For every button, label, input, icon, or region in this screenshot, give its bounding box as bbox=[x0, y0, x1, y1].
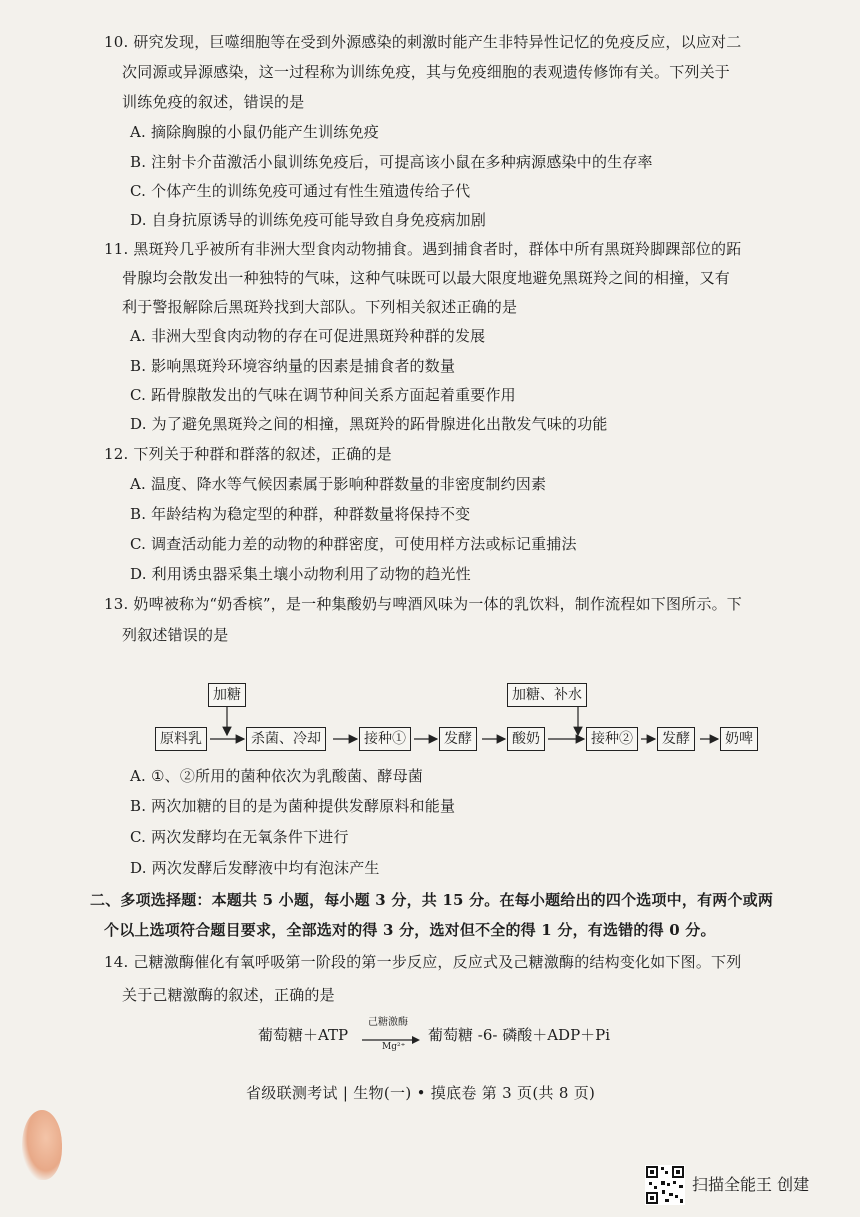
flow-step-inoculate-1: 接种① bbox=[359, 727, 411, 751]
scanner-watermark: 扫描全能王 创建 bbox=[692, 1175, 810, 1194]
formula-products: 葡萄糖 -6- 磷酸＋ADP＋Pi bbox=[428, 1026, 611, 1044]
q13-stem-line-2: 列叙述错误的是 bbox=[122, 626, 229, 644]
q10-stem-line-2: 次同源或异源感染，这一过程称为训练免疫，其与免疫细胞的表观遗传修饰有关。下列关于 bbox=[122, 63, 731, 81]
flow-add-sugar-1: 加糖 bbox=[208, 683, 246, 707]
q12-option-c: C. 调查活动能力差的动物的种群密度，可使用样方法或标记重捕法 bbox=[130, 535, 577, 553]
q13-option-d: D. 两次发酵后发酵液中均有泡沫产生 bbox=[130, 859, 380, 877]
page-footer: 省级联测考试 | 生物(一) • 摸底卷 第 3 页(共 8 页) bbox=[246, 1084, 596, 1102]
q12-stem: 12. 下列关于种群和群落的叙述，正确的是 bbox=[104, 445, 392, 463]
flow-add-sugar-water: 加糖、补水 bbox=[507, 683, 587, 707]
q11-option-b: B. 影响黑斑羚环境容纳量的因素是捕食者的数量 bbox=[130, 357, 456, 375]
flow-step-milk-beer: 奶啤 bbox=[720, 727, 758, 751]
q10-option-b: B. 注射卡介苗激活小鼠训练免疫后，可提高该小鼠在多种病源感染中的生存率 bbox=[130, 153, 653, 171]
q11-option-a: A. 非洲大型食肉动物的存在可促进黑斑羚种群的发展 bbox=[130, 327, 486, 345]
q13-stem-line-1: 13. 奶啤被称为“奶香槟”，是一种集酸奶与啤酒风味为一体的乳饮料，制作流程如下图所示。下 bbox=[104, 595, 742, 613]
q11-stem-line-1: 11. 黑斑羚几乎被所有非洲大型食肉动物捕食。遇到捕食者时，群体中所有黑斑羚脚踝部位的跖 bbox=[104, 240, 742, 258]
q10-option-c: C. 个体产生的训练免疫可通过有性生殖遗传给子代 bbox=[130, 182, 471, 200]
q14-stem-line-2: 关于己糖激酶的叙述，正确的是 bbox=[122, 986, 335, 1004]
qr-code-icon bbox=[645, 1165, 685, 1205]
q10-stem-line-1: 10. 研究发现，巨噬细胞等在受到外源感染的刺激时能产生非特异性记忆的免疫反应，以应对二 bbox=[104, 33, 742, 51]
flow-step-yogurt: 酸奶 bbox=[507, 727, 545, 751]
section2-heading-line-1: 二、多项选择题：本题共 5 小题，每小题 3 分，共 15 分。在每小题给出的四个选项中，有两个或两 bbox=[90, 891, 774, 909]
flow-step-ferment-2: 发酵 bbox=[657, 727, 695, 751]
flow-step-raw-milk: 原料乳 bbox=[155, 727, 207, 751]
finger-shadow bbox=[22, 1110, 62, 1180]
q11-option-c: C. 跖骨腺散发出的气味在调节种间关系方面起着重要作用 bbox=[130, 386, 516, 404]
q11-stem-line-3: 利于警报解除后黑斑羚找到大部队。下列相关叙述正确的是 bbox=[122, 298, 518, 316]
flow-step-sterilize-cool: 杀菌、冷却 bbox=[246, 727, 326, 751]
formula-reactants: 葡萄糖＋ATP bbox=[258, 1026, 349, 1044]
q12-option-b: B. 年龄结构为稳定型的种群，种群数量将保持不变 bbox=[130, 505, 471, 523]
q13-option-b: B. 两次加糖的目的是为菌种提供发酵原料和能量 bbox=[130, 797, 456, 815]
q12-option-d: D. 利用诱虫器采集土壤小动物利用了动物的趋光性 bbox=[130, 565, 471, 583]
q13-option-c: C. 两次发酵均在无氧条件下进行 bbox=[130, 828, 349, 846]
q10-option-a: A. 摘除胸腺的小鼠仍能产生训练免疫 bbox=[130, 123, 379, 141]
flow-step-inoculate-2: 接种② bbox=[586, 727, 638, 751]
q13-flow-diagram bbox=[150, 683, 770, 753]
flow-step-ferment-1: 发酵 bbox=[439, 727, 477, 751]
q10-stem-line-3: 训练免疫的叙述，错误的是 bbox=[122, 93, 305, 111]
q10-option-d: D. 自身抗原诱导的训练免疫可能导致自身免疫病加剧 bbox=[130, 211, 487, 229]
formula-enzyme: 己糖激酶 bbox=[368, 1017, 408, 1028]
q11-stem-line-2: 骨腺均会散发出一种独特的气味，这种气味既可以最大限度地避免黑斑羚之间的相撞，又有 bbox=[122, 269, 731, 287]
formula-cofactor: Mg²⁺ bbox=[382, 1042, 406, 1052]
q12-option-a: A. 温度、降水等气候因素属于影响种群数量的非密度制约因素 bbox=[130, 475, 547, 493]
q14-stem-line-1: 14. 己糖激酶催化有氧呼吸第一阶段的第一步反应，反应式及己糖激酶的结构变化如下图。下列 bbox=[104, 953, 742, 971]
q14-reaction-formula bbox=[258, 1018, 678, 1058]
section2-heading-line-2: 个以上选项符合题目要求，全部选对的得 3 分，选对但不全的得 1 分，有选错的得 0 分。 bbox=[104, 921, 716, 939]
q13-option-a: A. ①、②所用的菌种依次为乳酸菌、酵母菌 bbox=[130, 767, 424, 785]
q11-option-d: D. 为了避免黑斑羚之间的相撞，黑斑羚的跖骨腺进化出散发气味的功能 bbox=[130, 415, 608, 433]
